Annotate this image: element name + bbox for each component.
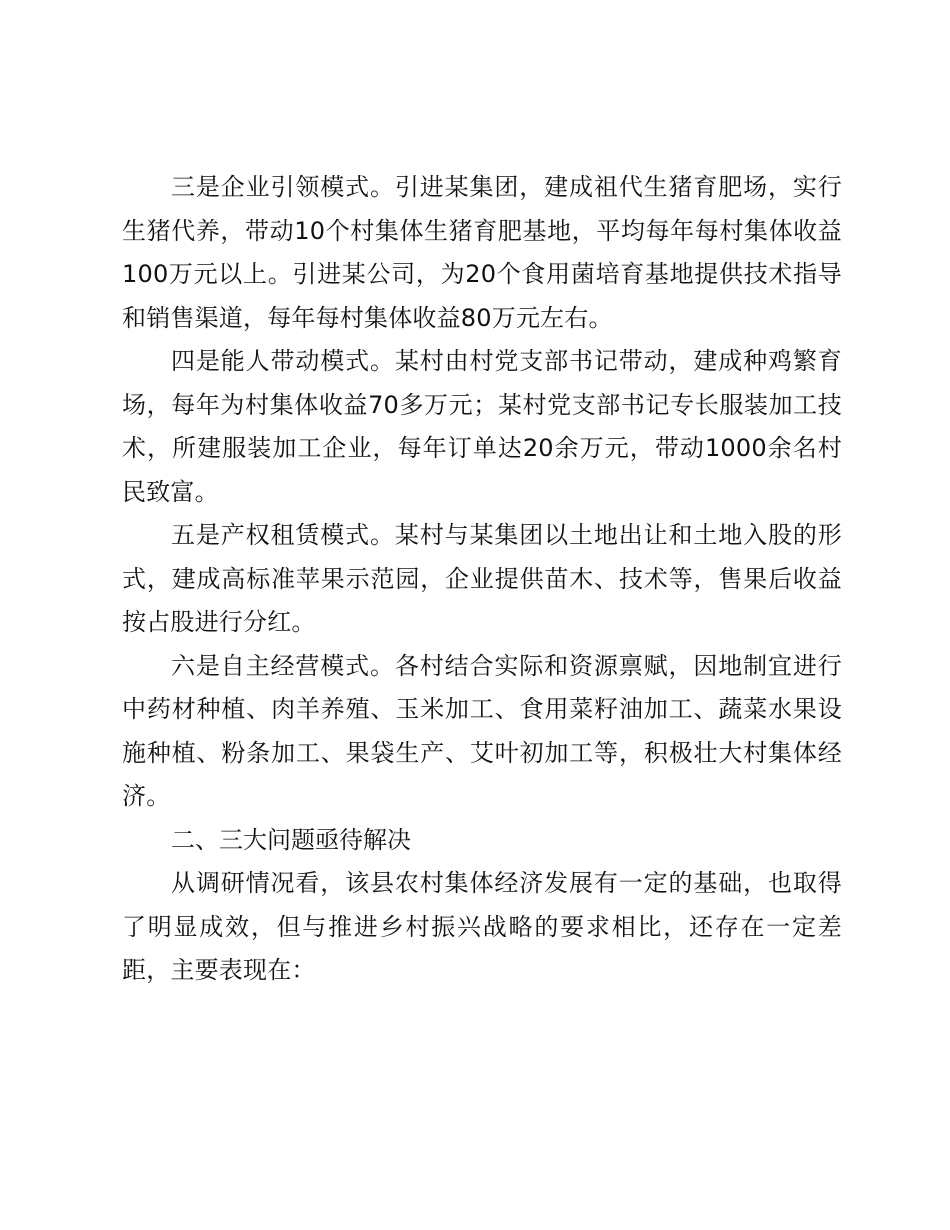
section-heading: 二、三大问题亟待解决 — [171, 825, 411, 854]
paragraph-research-summary: 从调研情况看，该县农村集体经济发展有一定的基础，也取得了明显成效，但与推进乡村振兴战略的要求相比，还存在一定差距，主要表现在： — [122, 869, 842, 984]
paragraph-talent-driven: 四是能人带动模式。某村由村党支部书记带动，建成种鸡繁育场，每年为村集体收益70多万元；某村党支部书记专长服装加工技术，所建服装加工企业，每年订单达20余万元，带动1000余名村民致富。 — [122, 347, 842, 506]
paragraph-property-lease: 五是产权租赁模式。某村与某集团以土地出让和土地入股的形式，建成高标准苹果示范园，企业提供苗木、技术等，售果后收益按占股进行分红。 — [122, 521, 842, 636]
document-body — [122, 166, 842, 993]
paragraph-self-operation: 六是自主经营模式。各村结合实际和资源禀赋，因地制宜进行中药材种植、肉羊养殖、玉米加工、食用菜籽油加工、蔬菜水果设施种植、粉条加工、果袋生产、艾叶初加工等，积极壮大村集体经济。 — [122, 651, 842, 810]
paragraph-enterprise-led: 三是企业引领模式。引进某集团，建成祖代生猪育肥场，实行生猪代养，带动10个村集体生猪育肥基地，平均每年每村集体收益100万元以上。引进某公司，为20个食用菌培育基地提供技术指导和销售渠道，每年每村集体收益80万元左右。 — [122, 173, 842, 332]
